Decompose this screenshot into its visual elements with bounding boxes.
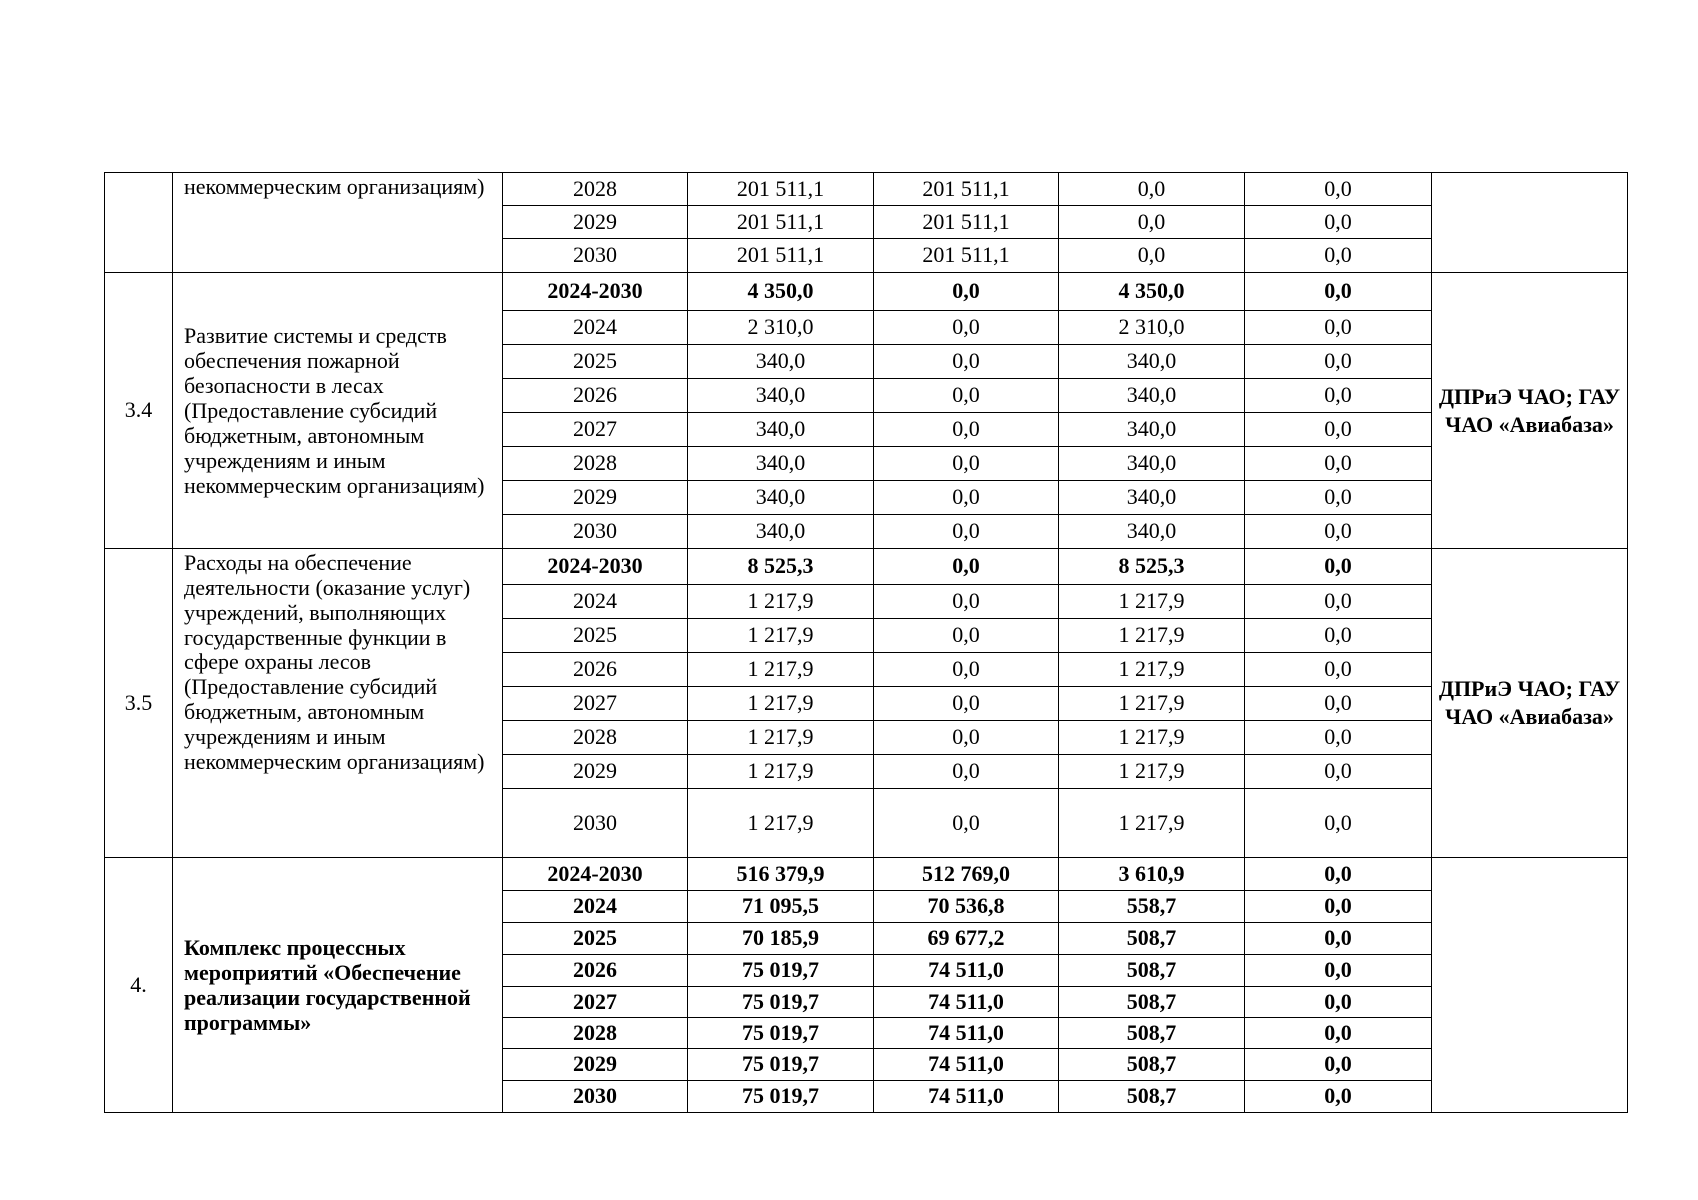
funding-source-2-cell: 508,7 (1059, 1081, 1245, 1113)
total-cell: 201 511,1 (688, 173, 874, 206)
period-cell: 2030 (503, 239, 688, 273)
period-cell: 2024-2030 (503, 549, 688, 585)
section-first-row (105, 858, 1628, 891)
funding-source-2-cell: 508,7 (1059, 987, 1245, 1018)
funding-source-2-cell: 340,0 (1059, 481, 1245, 515)
period-cell: 2028 (503, 447, 688, 481)
funding-source-1-cell: 0,0 (874, 585, 1059, 619)
funding-source-1-cell: 0,0 (874, 481, 1059, 515)
funding-source-3-cell: 0,0 (1245, 1018, 1432, 1049)
funding-source-2-cell: 4 350,0 (1059, 273, 1245, 311)
period-cell: 2029 (503, 206, 688, 239)
funding-source-3-cell: 0,0 (1245, 755, 1432, 789)
funding-source-3-cell: 0,0 (1245, 721, 1432, 755)
total-cell: 1 217,9 (688, 721, 874, 755)
item-name: Комплекс процессных мероприятий «Обеспечение реализации государственной программы» (173, 858, 503, 1113)
funding-source-2-cell: 340,0 (1059, 413, 1245, 447)
funding-source-3-cell: 0,0 (1245, 273, 1432, 311)
period-cell: 2025 (503, 923, 688, 955)
funding-source-3-cell: 0,0 (1245, 687, 1432, 721)
executor-cell (1432, 858, 1628, 1113)
period-cell: 2027 (503, 987, 688, 1018)
funding-source-1-cell: 74 511,0 (874, 1018, 1059, 1049)
section-first-row (105, 273, 1628, 311)
funding-source-2-cell: 340,0 (1059, 379, 1245, 413)
funding-source-1-cell: 74 511,0 (874, 1049, 1059, 1081)
period-cell: 2028 (503, 173, 688, 206)
total-cell: 340,0 (688, 447, 874, 481)
funding-source-1-cell: 201 511,1 (874, 239, 1059, 273)
funding-source-3-cell: 0,0 (1245, 789, 1432, 858)
total-cell: 340,0 (688, 379, 874, 413)
funding-source-2-cell: 340,0 (1059, 447, 1245, 481)
funding-source-1-cell: 0,0 (874, 721, 1059, 755)
budget-table (104, 172, 1628, 1113)
total-cell: 340,0 (688, 413, 874, 447)
item-number: 4. (105, 858, 173, 1113)
period-cell: 2026 (503, 653, 688, 687)
total-cell: 340,0 (688, 345, 874, 379)
funding-source-2-cell: 8 525,3 (1059, 549, 1245, 585)
funding-source-3-cell: 0,0 (1245, 173, 1432, 206)
total-cell: 71 095,5 (688, 891, 874, 923)
table-body (105, 173, 1628, 1113)
funding-source-3-cell: 0,0 (1245, 653, 1432, 687)
item-name: Развитие системы и средств обеспечения пожарной безопасности в лесах (Предоставление субсидий бюджетным, автономным учреждениям и иным некоммерческим организациям) (173, 273, 503, 549)
funding-source-3-cell: 0,0 (1245, 413, 1432, 447)
funding-source-1-cell: 512 769,0 (874, 858, 1059, 891)
funding-source-3-cell: 0,0 (1245, 515, 1432, 549)
period-cell: 2030 (503, 515, 688, 549)
total-cell: 1 217,9 (688, 789, 874, 858)
funding-source-2-cell: 1 217,9 (1059, 687, 1245, 721)
total-cell: 75 019,7 (688, 955, 874, 987)
funding-source-2-cell: 1 217,9 (1059, 653, 1245, 687)
funding-source-3-cell: 0,0 (1245, 923, 1432, 955)
period-cell: 2029 (503, 1049, 688, 1081)
funding-source-3-cell: 0,0 (1245, 619, 1432, 653)
funding-source-2-cell: 1 217,9 (1059, 619, 1245, 653)
funding-source-2-cell: 508,7 (1059, 923, 1245, 955)
funding-source-2-cell: 558,7 (1059, 891, 1245, 923)
funding-source-3-cell: 0,0 (1245, 311, 1432, 345)
period-cell: 2028 (503, 1018, 688, 1049)
funding-source-3-cell: 0,0 (1245, 206, 1432, 239)
funding-source-3-cell: 0,0 (1245, 858, 1432, 891)
funding-source-3-cell: 0,0 (1245, 1081, 1432, 1113)
funding-source-1-cell: 0,0 (874, 345, 1059, 379)
funding-source-3-cell: 0,0 (1245, 987, 1432, 1018)
executor-cell (1432, 173, 1628, 273)
period-cell: 2024-2030 (503, 858, 688, 891)
funding-source-1-cell: 0,0 (874, 789, 1059, 858)
funding-source-3-cell: 0,0 (1245, 447, 1432, 481)
period-cell: 2025 (503, 619, 688, 653)
period-cell: 2024-2030 (503, 273, 688, 311)
funding-source-1-cell: 0,0 (874, 515, 1059, 549)
total-cell: 75 019,7 (688, 1081, 874, 1113)
period-cell: 2027 (503, 687, 688, 721)
funding-source-2-cell: 508,7 (1059, 1018, 1245, 1049)
funding-source-3-cell: 0,0 (1245, 239, 1432, 273)
item-name: некоммерческим организациям) (173, 173, 503, 273)
period-cell: 2028 (503, 721, 688, 755)
period-cell: 2026 (503, 955, 688, 987)
section-first-row (105, 173, 1628, 206)
funding-source-2-cell: 0,0 (1059, 239, 1245, 273)
period-cell: 2029 (503, 755, 688, 789)
funding-source-1-cell: 0,0 (874, 619, 1059, 653)
item-number: 3.4 (105, 273, 173, 549)
funding-source-3-cell: 0,0 (1245, 549, 1432, 585)
funding-source-2-cell: 340,0 (1059, 515, 1245, 549)
funding-source-2-cell: 0,0 (1059, 173, 1245, 206)
total-cell: 1 217,9 (688, 585, 874, 619)
funding-source-2-cell: 1 217,9 (1059, 755, 1245, 789)
total-cell: 4 350,0 (688, 273, 874, 311)
funding-source-2-cell: 1 217,9 (1059, 721, 1245, 755)
funding-source-2-cell: 508,7 (1059, 1049, 1245, 1081)
period-cell: 2026 (503, 379, 688, 413)
total-cell: 8 525,3 (688, 549, 874, 585)
total-cell: 1 217,9 (688, 755, 874, 789)
funding-source-1-cell: 0,0 (874, 755, 1059, 789)
executor-cell: ДПРиЭ ЧАО; ГАУ ЧАО «Авиабаза» (1432, 549, 1628, 858)
total-cell: 75 019,7 (688, 987, 874, 1018)
total-cell: 1 217,9 (688, 687, 874, 721)
funding-source-1-cell: 69 677,2 (874, 923, 1059, 955)
funding-source-1-cell: 0,0 (874, 379, 1059, 413)
funding-source-1-cell: 0,0 (874, 687, 1059, 721)
funding-source-2-cell: 2 310,0 (1059, 311, 1245, 345)
section-first-row (105, 549, 1628, 585)
funding-source-2-cell: 0,0 (1059, 206, 1245, 239)
funding-source-1-cell: 0,0 (874, 413, 1059, 447)
executor-cell: ДПРиЭ ЧАО; ГАУ ЧАО «Авиабаза» (1432, 273, 1628, 549)
total-cell: 75 019,7 (688, 1049, 874, 1081)
funding-source-1-cell: 74 511,0 (874, 1081, 1059, 1113)
funding-source-1-cell: 0,0 (874, 447, 1059, 481)
funding-source-3-cell: 0,0 (1245, 585, 1432, 619)
period-cell: 2030 (503, 789, 688, 858)
total-cell: 516 379,9 (688, 858, 874, 891)
funding-source-2-cell: 508,7 (1059, 955, 1245, 987)
period-cell: 2024 (503, 891, 688, 923)
funding-source-3-cell: 0,0 (1245, 955, 1432, 987)
item-number: 3.5 (105, 549, 173, 858)
funding-source-1-cell: 0,0 (874, 653, 1059, 687)
funding-source-1-cell: 70 536,8 (874, 891, 1059, 923)
total-cell: 70 185,9 (688, 923, 874, 955)
funding-source-2-cell: 1 217,9 (1059, 789, 1245, 858)
total-cell: 75 019,7 (688, 1018, 874, 1049)
funding-source-1-cell: 0,0 (874, 549, 1059, 585)
period-cell: 2029 (503, 481, 688, 515)
funding-source-3-cell: 0,0 (1245, 1049, 1432, 1081)
funding-source-1-cell: 201 511,1 (874, 206, 1059, 239)
period-cell: 2024 (503, 311, 688, 345)
period-cell: 2030 (503, 1081, 688, 1113)
funding-source-1-cell: 201 511,1 (874, 173, 1059, 206)
period-cell: 2024 (503, 585, 688, 619)
item-name: Расходы на обеспечение деятельности (оказание услуг) учреждений, выполняющих государственные функции в сфере охраны лесов (Предоставление субсидий бюджетным, автономным учреждениям и иным некоммерческим организациям) (173, 549, 503, 858)
funding-source-1-cell: 74 511,0 (874, 987, 1059, 1018)
total-cell: 201 511,1 (688, 239, 874, 273)
total-cell: 1 217,9 (688, 619, 874, 653)
funding-source-1-cell: 74 511,0 (874, 955, 1059, 987)
total-cell: 2 310,0 (688, 311, 874, 345)
funding-source-2-cell: 340,0 (1059, 345, 1245, 379)
funding-source-2-cell: 3 610,9 (1059, 858, 1245, 891)
total-cell: 340,0 (688, 481, 874, 515)
period-cell: 2027 (503, 413, 688, 447)
total-cell: 340,0 (688, 515, 874, 549)
total-cell: 1 217,9 (688, 653, 874, 687)
period-cell: 2025 (503, 345, 688, 379)
total-cell: 201 511,1 (688, 206, 874, 239)
funding-source-1-cell: 0,0 (874, 273, 1059, 311)
item-number (105, 173, 173, 273)
funding-source-3-cell: 0,0 (1245, 345, 1432, 379)
funding-source-1-cell: 0,0 (874, 311, 1059, 345)
funding-source-2-cell: 1 217,9 (1059, 585, 1245, 619)
funding-source-3-cell: 0,0 (1245, 891, 1432, 923)
funding-source-3-cell: 0,0 (1245, 379, 1432, 413)
funding-source-3-cell: 0,0 (1245, 481, 1432, 515)
